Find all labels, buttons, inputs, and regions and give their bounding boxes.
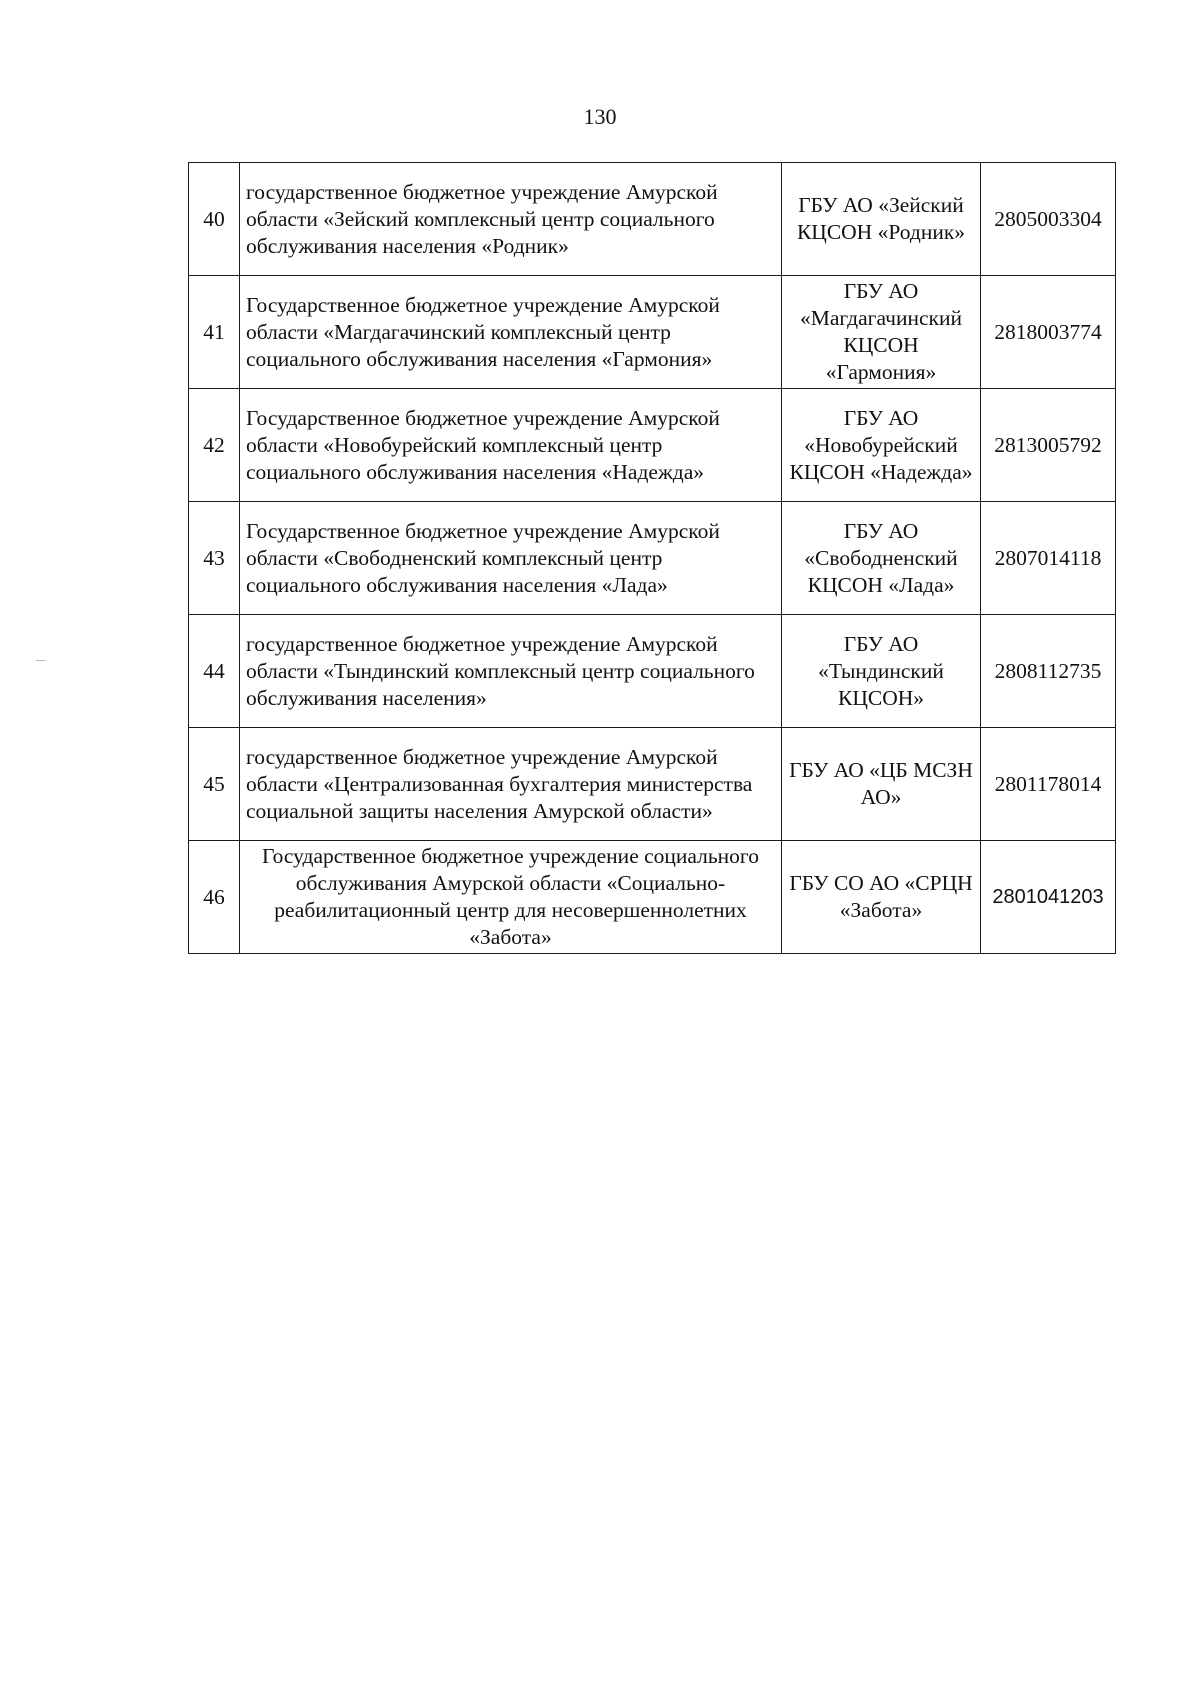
institution-full-name: Государственное бюджетное учреждение Амурской области «Новобурейский комплексный центр социального обслуживания населения «Надежда» xyxy=(240,389,782,502)
institution-inn: 2813005792 xyxy=(981,389,1116,502)
row-number: 45 xyxy=(189,728,240,841)
table-row xyxy=(189,615,1116,728)
table-row xyxy=(189,163,1116,276)
row-number: 42 xyxy=(189,389,240,502)
institutions-table xyxy=(188,162,1116,954)
table-row xyxy=(189,841,1116,954)
institution-full-name: Государственное бюджетное учреждение Амурской области «Свободненский комплексный центр социального обслуживания населения «Лада» xyxy=(240,502,782,615)
table-row xyxy=(189,276,1116,389)
institution-short-name: ГБУ АО «Зейский КЦСОН «Родник» xyxy=(782,163,981,276)
institution-full-name: государственное бюджетное учреждение Амурской области «Зейский комплексный центр социального обслуживания населения «Родник» xyxy=(240,163,782,276)
institution-inn: 2807014118 xyxy=(981,502,1116,615)
institution-inn: 2801041203 xyxy=(981,841,1116,954)
institution-full-name: Государственное бюджетное учреждение социального обслуживания Амурской области «Социально-реабилитационный центр для несовершеннолетних «Забота» xyxy=(240,841,782,954)
scan-margin-mark xyxy=(36,660,46,661)
row-number: 46 xyxy=(189,841,240,954)
table-row xyxy=(189,728,1116,841)
institution-short-name: ГБУ АО «Магдагачинский КЦСОН «Гармония» xyxy=(782,276,981,389)
institution-inn: 2805003304 xyxy=(981,163,1116,276)
institution-inn: 2801178014 xyxy=(981,728,1116,841)
institution-short-name: ГБУ СО АО «СРЦН «Забота» xyxy=(782,841,981,954)
institution-inn: 2808112735 xyxy=(981,615,1116,728)
institution-short-name: ГБУ АО «Новобурейский КЦСОН «Надежда» xyxy=(782,389,981,502)
institution-short-name: ГБУ АО «ЦБ МСЗН АО» xyxy=(782,728,981,841)
institution-short-name: ГБУ АО «Тындинский КЦСОН» xyxy=(782,615,981,728)
table-row xyxy=(189,389,1116,502)
institution-full-name: Государственное бюджетное учреждение Амурской области «Магдагачинский комплексный центр социального обслуживания населения «Гармония» xyxy=(240,276,782,389)
row-number: 44 xyxy=(189,615,240,728)
page-number: 130 xyxy=(583,104,617,129)
institution-short-name: ГБУ АО «Свободненский КЦСОН «Лада» xyxy=(782,502,981,615)
institution-full-name: государственное бюджетное учреждение Амурской области «Тындинский комплексный центр социального обслуживания населения» xyxy=(240,615,782,728)
row-number: 40 xyxy=(189,163,240,276)
table-row xyxy=(189,502,1116,615)
row-number: 43 xyxy=(189,502,240,615)
institution-inn: 2818003774 xyxy=(981,276,1116,389)
row-number: 41 xyxy=(189,276,240,389)
institution-full-name: государственное бюджетное учреждение Амурской области «Централизованная бухгалтерия министерства социальной защиты населения Амурской области» xyxy=(240,728,782,841)
